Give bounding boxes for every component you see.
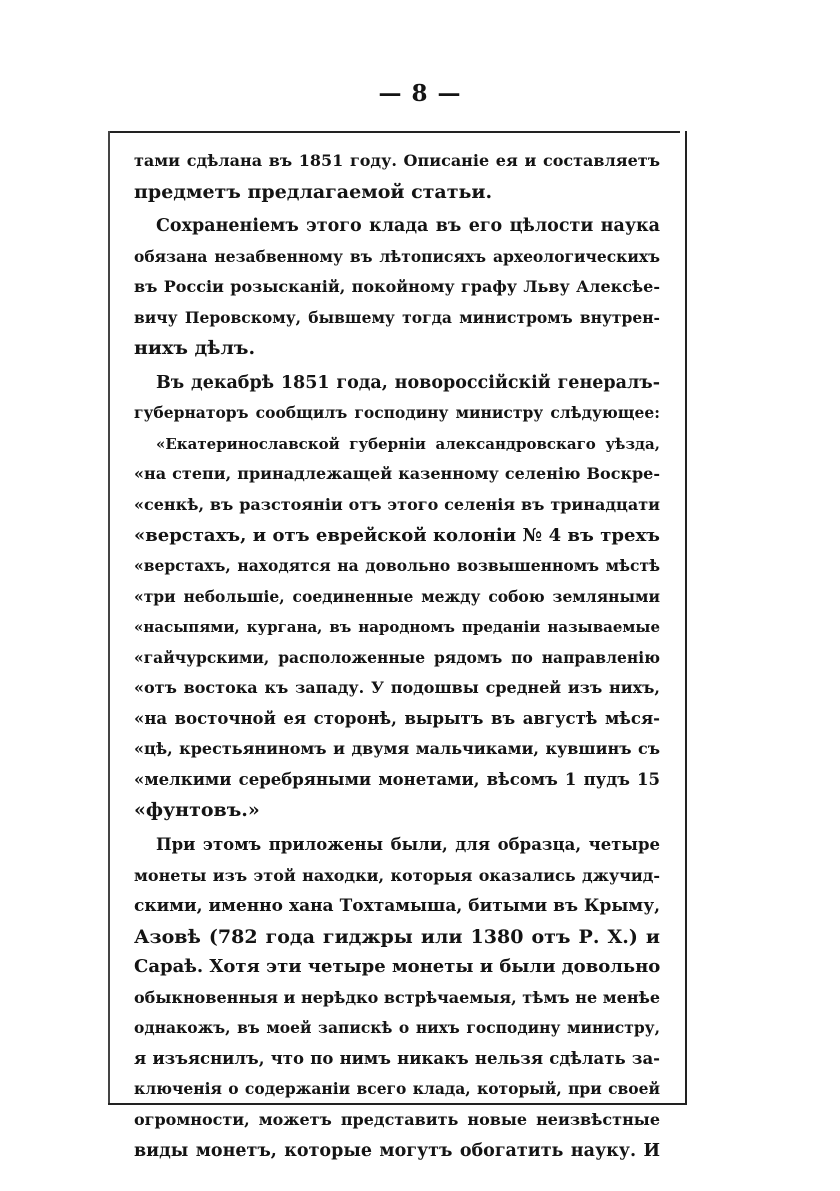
text-line: «три небольшіе, соединенные между собою земляными	[134, 586, 660, 606]
text-body	[134, 146, 660, 1166]
frame-right-rule	[685, 131, 687, 1105]
text-line: обязана незабвенному въ лѣтописяхъ археологическихъ	[134, 246, 660, 266]
text-line: Азовѣ (782 года гиджры или 1380 отъ Р. Х.) и	[134, 925, 660, 948]
text-line: въ Россіи розысканій, покойному графу Льву Алексѣе-	[134, 277, 660, 297]
text-line: виды монетъ, которые могутъ обогатить науку. И	[134, 1140, 660, 1161]
text-line: скими, именно хана Тохтамыша, битыми въ Крыму,	[134, 896, 660, 917]
text-line: огромности, можетъ представить новые неизвѣстные	[134, 1109, 660, 1129]
text-line: «Екатеринославской губерніи александровскаго уѣзда,	[156, 434, 660, 453]
text-line: ключенія о содержаніи всего клада, который, при своей	[134, 1079, 660, 1099]
text-line: нихъ дѣлъ.	[134, 337, 256, 360]
text-line: предметъ предлагаемой статьи.	[134, 180, 493, 203]
text-line: «насыпями, кургана, въ народномъ преданіи называемые	[134, 618, 660, 637]
text-line: однакожъ, въ моей запискѣ о нихъ господину министру,	[134, 1018, 660, 1038]
text-line: Сохраненіемъ этого клада въ его цѣлости наука	[156, 216, 660, 237]
text-line: обыкновенныя и нерѣдко встрѣчаемыя, тѣмъ не менѣе	[134, 987, 660, 1007]
text-line: «цѣ, крестьяниномъ и двумя мальчиками, кувшинъ съ	[134, 739, 660, 759]
text-line: «отъ востока къ западу. У подошвы средней изъ нихъ,	[134, 678, 660, 698]
text-line: «мелкими серебряными монетами, вѣсомъ 1 пудъ 15	[134, 769, 660, 789]
text-line: тами сдѣлана въ 1851 году. Описаніе ея и составляетъ	[134, 151, 660, 170]
text-line: «верстахъ, находятся на довольно возвышенномъ мѣстѣ	[134, 556, 660, 576]
text-line: «на степи, принадлежащей казенному селенію Воскре-	[134, 464, 660, 484]
text-line: «сенкѣ, въ разстояніи отъ этого селенія въ тринадцати	[134, 495, 660, 515]
text-line: Въ декабрѣ 1851 года, новороссійскій генералъ-	[156, 372, 660, 393]
text-line: губернаторъ сообщилъ господину министру слѣдующее:	[134, 403, 660, 423]
text-line: вичу Перовскому, бывшему тогда министромъ внутрен-	[134, 307, 660, 327]
text-line: «на восточной ея сторонѣ, вырытъ въ августѣ мѣся-	[134, 708, 660, 728]
text-line: «гайчурскими, расположенные рядомъ по направленію	[134, 647, 660, 667]
text-line: При этомъ приложены были, для образца, четыре	[156, 835, 660, 855]
text-line: Сараѣ. Хотя эти четыре монеты и были довольно	[134, 956, 660, 978]
page-number: — 8 —	[378, 80, 462, 107]
text-line: «верстахъ, и отъ еврейской колоніи № 4 въ трехъ	[134, 524, 660, 546]
frame-top-rule	[110, 131, 680, 133]
text-line: монеты изъ этой находки, которыя оказались джучид-	[134, 865, 660, 885]
text-line: «фунтовъ.»	[134, 799, 260, 822]
frame-left-rule	[108, 131, 110, 1105]
text-line: я изъяснилъ, что по нимъ никакъ нельзя сдѣлать за-	[134, 1048, 660, 1068]
